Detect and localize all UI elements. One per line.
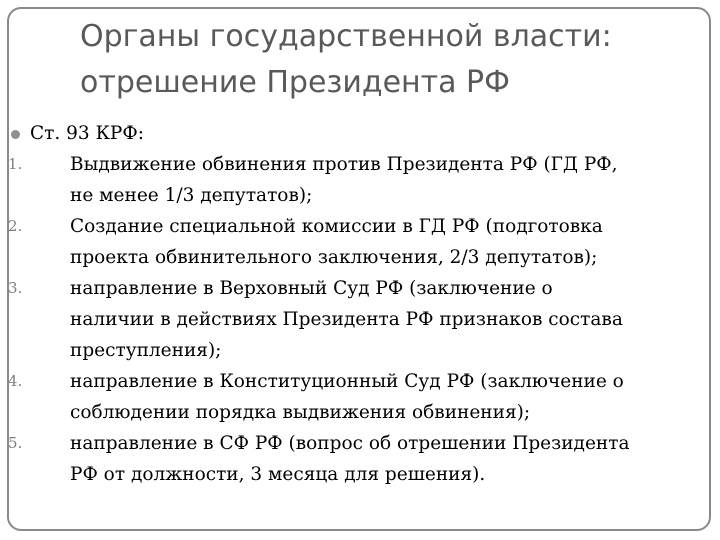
item-number: 4. [8, 372, 23, 390]
item-text-line: наличии в действиях Президента РФ признаков состава [70, 309, 623, 330]
item-number: 1. [8, 155, 23, 173]
item-text-line: направление в СФ РФ (вопрос об отрешении Президента [70, 433, 630, 454]
item-text-line: не менее 1/3 депутатов); [70, 185, 313, 206]
intro-line [0, 118, 700, 149]
item-text-line: РФ от должности, 3 месяца для решения). [70, 464, 486, 485]
list-item [0, 149, 700, 211]
slide-body [0, 118, 700, 490]
item-text-line: проекта обвинительного заключения, 2/3 депутатов); [70, 247, 598, 268]
item-text-line: Выдвижение обвинения против Президента РФ (ГД РФ, [70, 154, 618, 175]
item-number: 2. [8, 217, 23, 235]
slide-title [80, 14, 680, 106]
intro-text: Ст. 93 КРФ: [30, 123, 144, 144]
list-item [0, 211, 700, 273]
item-text-line: преступления); [70, 340, 222, 361]
list-item [0, 273, 700, 366]
item-text-line: соблюдении порядка выдвижения обвинения); [70, 402, 531, 423]
list-item [0, 428, 700, 490]
item-text-line: Создание специальной комиссии в ГД РФ (подготовка [70, 216, 603, 237]
item-number: 5. [8, 434, 23, 452]
title-line-2: отрешение Президента РФ [80, 65, 510, 100]
list-item [0, 366, 700, 428]
item-number: 3. [8, 279, 23, 297]
title-line-1: Органы государственной власти: [80, 19, 612, 54]
bullet-icon [11, 130, 20, 139]
item-text-line: направление в Конституционный Суд РФ (заключение о [70, 371, 624, 392]
item-text-line: направление в Верховный Суд РФ (заключение о [70, 278, 553, 299]
